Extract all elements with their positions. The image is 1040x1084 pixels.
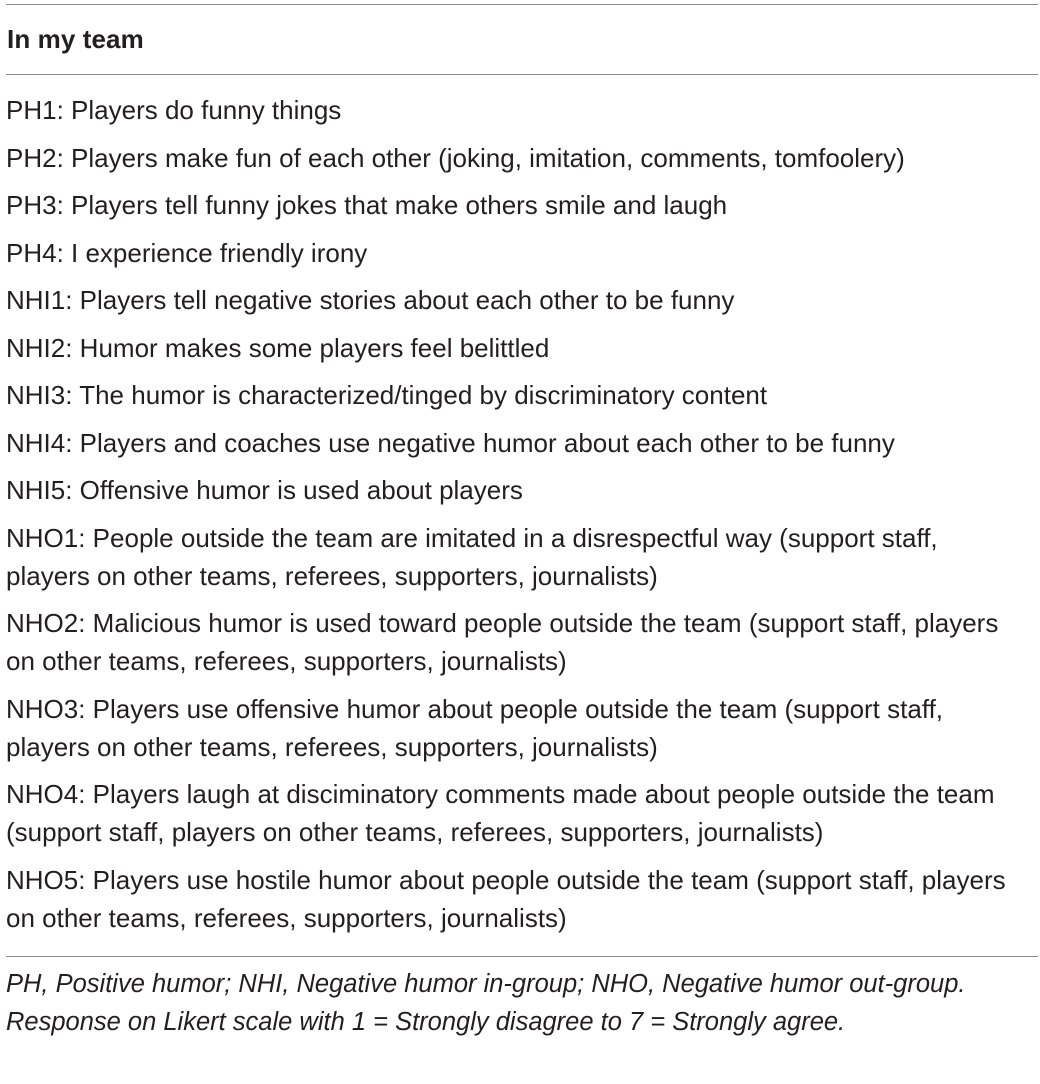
footnote-abbreviations: PH, Positive humor; NHI, Negative humor in-group; NHO, Negative humor out-group.: [6, 970, 966, 998]
list-item: PH4: I experience friendly irony: [6, 237, 368, 268]
footnote-scale: Response on Likert scale with 1 = Strongly disagree to 7 = Strongly agree.: [6, 1008, 846, 1036]
list-item: NHI4: Players and coaches use negative humor about each other to be funny: [6, 427, 895, 458]
table-footnote: [6, 957, 1038, 1041]
list-item: NHI2: Humor makes some players feel belittled: [6, 332, 550, 363]
list-item: PH3: Players tell funny jokes that make others smile and laugh: [6, 190, 728, 220]
header-title: In my team: [7, 24, 144, 54]
list-item: NHO4: Players laugh at disciminatory comments made about people outside the team (support staff, players on other teams, referees, supporters, journalists): [6, 779, 995, 847]
list-item: PH2: Players make fun of each other (joking, imitation, comments, tomfoolery): [6, 142, 905, 173]
list-item: NHO1: People outside the team are imitated in a disrespectful way (support staff, players on other teams, referees, supporters, journalists): [6, 522, 938, 591]
questionnaire-table: [6, 0, 1038, 1041]
list-item: NHI3: The humor is characterized/tinged by discriminatory content: [6, 380, 768, 410]
list-item: NHI1: Players tell negative stories about each other to be funny: [6, 285, 735, 315]
list-item: PH1: Players do funny things: [6, 95, 342, 125]
item-list: [6, 75, 1038, 956]
list-item: NHI5: Offensive humor is used about players: [6, 475, 523, 505]
list-item: NHO5: Players use hostile humor about people outside the team (support staff, players on other teams, referees, supporters, journalists): [6, 864, 1006, 933]
list-item: NHO3: Players use offensive humor about people outside the team (support staff, players on other teams, referees, supporters, journalists): [6, 693, 944, 762]
table-header: [6, 5, 1038, 74]
list-item: NHO2: Malicious humor is used toward people outside the team (support staff, players on other teams, referees, supporters, journalists): [6, 608, 999, 676]
